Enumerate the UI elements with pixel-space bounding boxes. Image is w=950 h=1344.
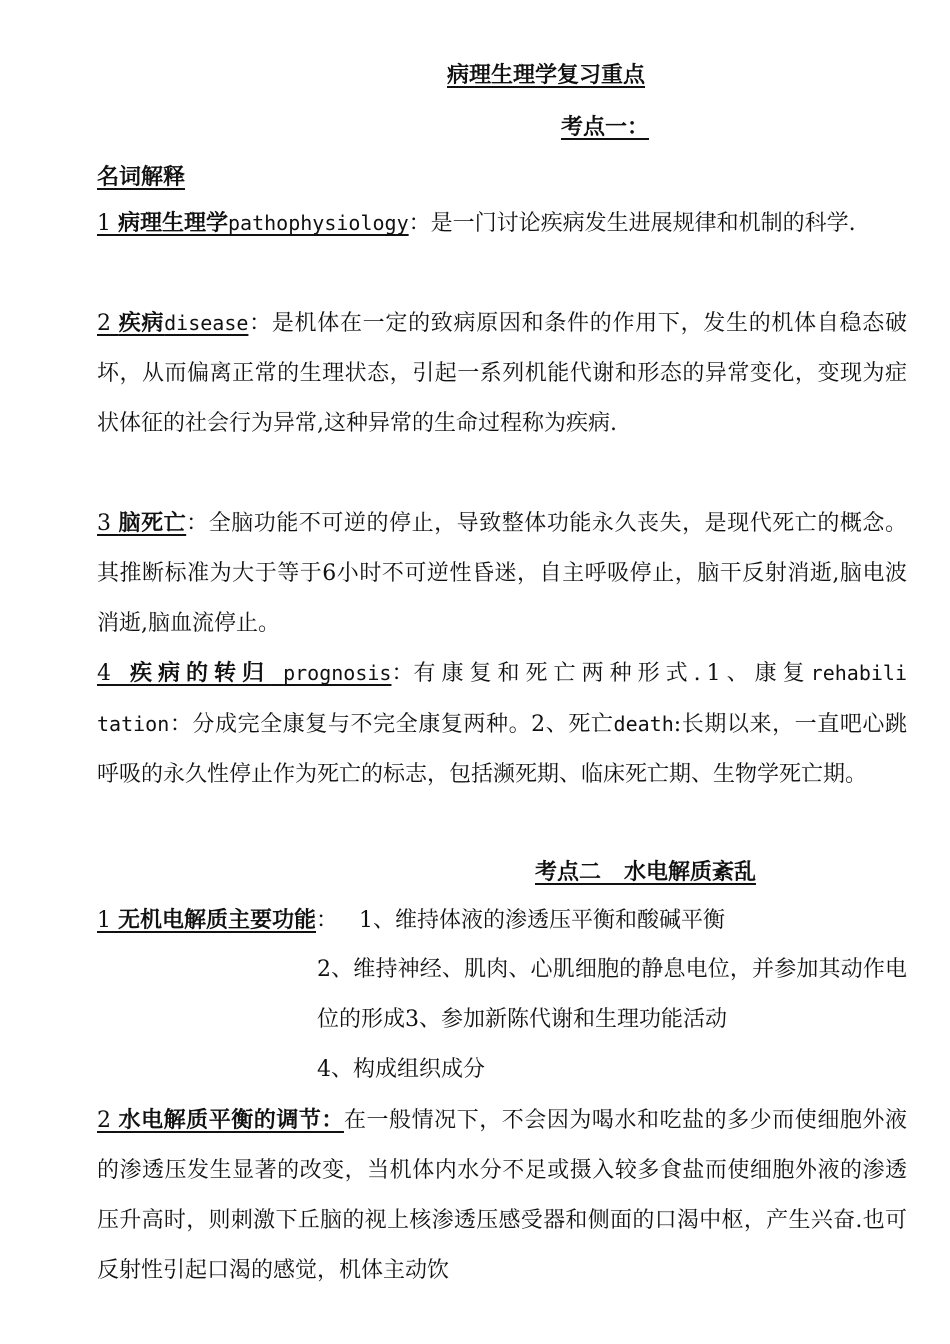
function-item-3: 4、构成组织成分 [317,1057,485,1082]
glossary-item-2-definition: 是机体在一定的致病原因和条件的作用下，发生的机体自稳态破坏，从而偏离正常的生理状态，引起一系列机能代谢和形态的异常变化，变现为症状体征的社会行为异常,这种异常的生命过程称为疾病. [97,311,907,436]
glossary-item-1: 1 病理生理学pathophysiology：是一门讨论疾病发生进展规律和机制的科学. [97,210,856,236]
electrolyte-regulation-paragraph [97,1095,907,1296]
electrolyte-regulation-term: 2 水电解质平衡的调节： [97,1107,344,1133]
glossary-item-3: 3 脑死亡：全脑功能不可逆的停止，导致整体功能永久丧失，是现代死亡的概念。其推断标准为大于等于6小时不可逆性昏迷，自主呼吸停止，脑干反射消逝,脑电波消逝,脑血流停止。 [97,510,907,636]
document-title: 病理生理学复习重点 [447,62,646,88]
function-item-2: 2、维持神经、肌肉、心肌细胞的静息电位，并参加其动作电位的形成3、参加新陈代谢和生理功能活动 [317,957,907,1032]
glossary-item-1-definition: 是一门讨论疾病发生进展规律和机制的科学. [430,211,856,236]
section1-heading: 考点一： [561,114,650,140]
section2-heading: 考点二 水电解质紊乱 [535,859,756,885]
glossary-item-3-definition: 全脑功能不可逆的停止，导致整体功能永久丧失，是现代死亡的概念。其推断标准为大于等于6小时不可逆性昏迷，自主呼吸停止，脑干反射消逝,脑电波消逝,脑血流停止。 [97,511,907,636]
glossary-item-1-term: 1 病理生理学pathophysiology [97,210,409,236]
electrolyte-function-heading: 1 无机电解质主要功能： 1、维持体液的渗透压平衡和酸碱平衡 [97,907,726,933]
glossary-heading: 名词解释 [97,164,186,190]
electrolyte-function-list [317,945,907,1095]
function-item-1: 1、维持体液的渗透压平衡和酸碱平衡 [359,908,726,933]
glossary-item-4: 4 疾病的转归 prognosis：有康复和死亡两种形式.1、康复rehabilitation：分成完全康复与不完全康复两种。2、死亡death:长期以来，一直吧心跳呼吸的永久性停止作为死亡的标志，包括濒死期、临床死亡期、生物学死亡期。 [97,660,908,787]
electrolyte-regulation-text: 在一般情况下，不会因为喝水和吃盐的多少而使细胞外液的渗透压发生显著的改变，当机体内水分不足或摄入较多食盐而使细胞外液的渗透压升高时，则刺激下丘脑的视上核渗透压感受器和侧面的口渴中枢，产生兴奋.也可反射性引起口渴的感觉，机体主动饮 [97,1108,907,1283]
glossary-item-2: 2 疾病disease：是机体在一定的致病原因和条件的作用下，发生的机体自稳态破坏，从而偏离正常的生理状态，引起一系列机能代谢和形态的异常变化，变现为症状体征的社会行为异常,这种异常的生命过程称为疾病. [97,310,907,436]
glossary-item-4-term: 4 疾病的转归 prognosis [97,660,392,686]
glossary-item-3-term: 3 脑死亡 [97,510,187,536]
glossary-item-2-term: 2 疾病disease [97,310,249,336]
